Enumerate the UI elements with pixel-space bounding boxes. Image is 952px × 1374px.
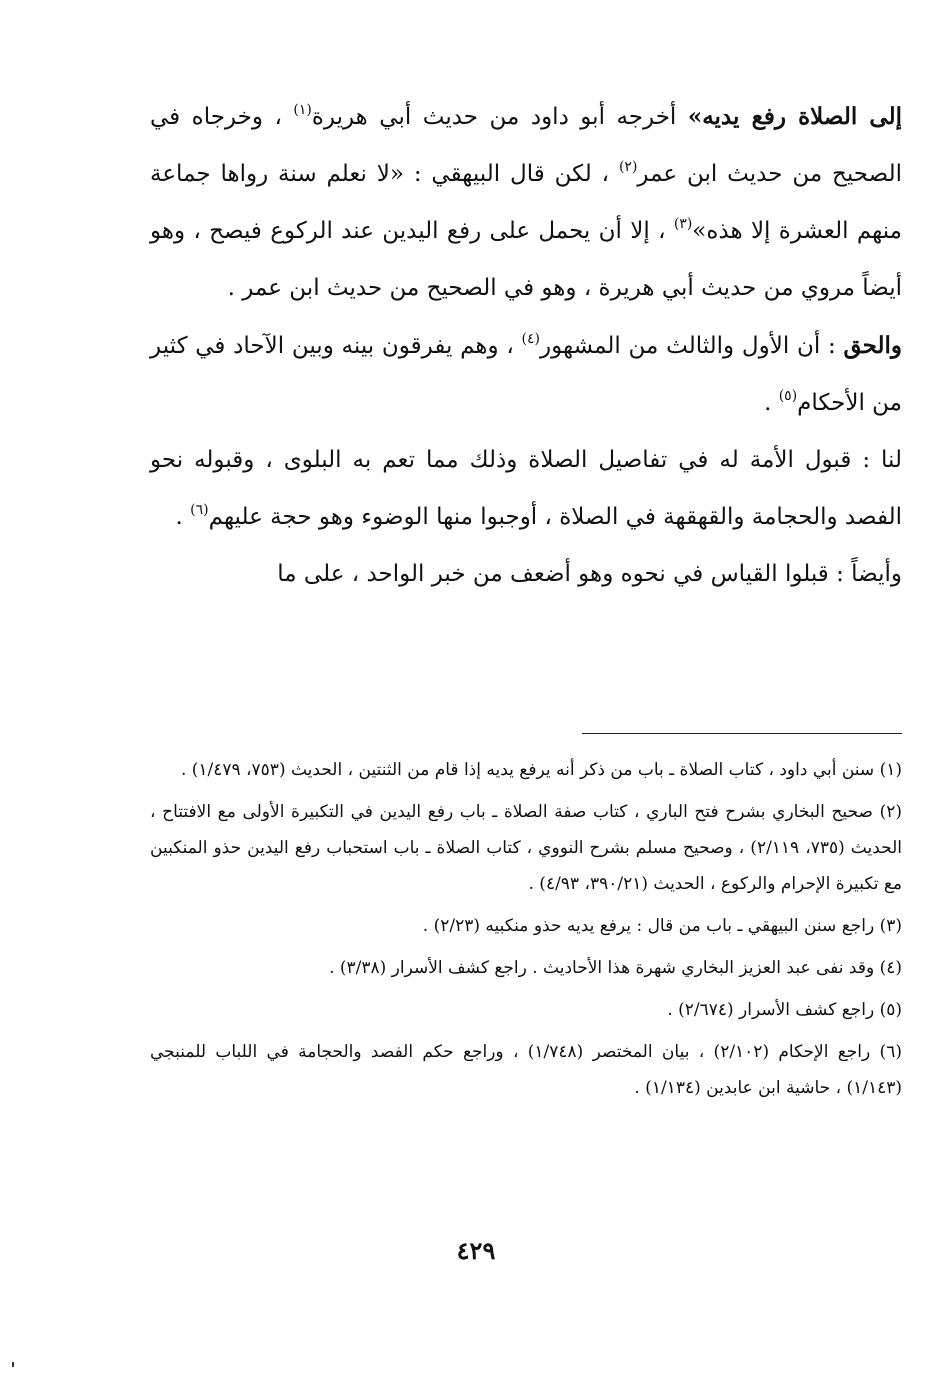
footnote-ref[interactable]: (٢) — [618, 159, 638, 175]
paragraph-4 — [150, 546, 902, 603]
paragraph-text: ، وهم يفرقون بينه وبين الآحاد في كثير من الأحكام — [150, 333, 902, 416]
paragraph-text: ، وخرجاه في الصحيح من حديث ابن عمر — [150, 104, 902, 187]
page-number: ٤٢٩ — [456, 1236, 496, 1265]
paragraph-lead: إلى الصلاة رفع يديه» — [687, 103, 902, 130]
paragraph-3 — [150, 432, 902, 546]
footnote-ref[interactable]: (٣) — [673, 216, 693, 232]
paragraph-text: . — [175, 504, 191, 530]
footnote-separator — [582, 733, 902, 734]
footnote-6: (٦) راجع الإحكام (٢/١٠٢) ، بيان المختصر (١/٧٤٨) ، وراجع حكم الفصد والحجامة في اللباب للمنبجي (١/١٤٣) ، حاشية ابن عابدين (١/١٣٤) . — [150, 1042, 902, 1098]
footnote-4: (٤) وقد نفى عبد العزيز البخاري شهرة هذا الأحاديث . راجع كشف الأسرار (٣/٣٨) . — [329, 958, 902, 978]
scan-mark — [12, 1362, 14, 1367]
paragraph-text: ، لكن قال البيهقي : «لا نعلم سنة رواها جماعة منهم العشرة إلا هذه» — [150, 161, 903, 244]
paragraph-text: ، إلا أن يحمل على رفع اليدين عند الركوع فيصح ، وهو أيضاً مروي من حديث أبي هريرة ، وهو في الصحيح من حديث ابن عمر . — [150, 218, 902, 301]
footnotes — [150, 752, 902, 1112]
footnote-ref[interactable]: (١) — [293, 102, 312, 118]
paragraph-lead: والحق — [843, 332, 902, 359]
paragraph-2 — [150, 317, 902, 432]
footnote-2: (٢) صحيح البخاري بشرح فتح الباري ، كتاب صفة الصلاة ـ باب رفع اليدين في التكبيرة الأولى مع الافتتاح ، الحديث (٧٣٥، ٢/١١٩) ، وصحيح مسلم بشرح النووي ، كتاب الصلاة ـ باب استحباب رفع اليدين حذو المنكبين مع تكبيرة الإحرام والركوع ، الحديث (٣٩٠/٢١، ٤/٩٣) . — [150, 802, 903, 894]
footnote-ref[interactable]: (٦) — [190, 502, 209, 518]
paragraph-1 — [150, 88, 902, 317]
paragraph-text: . — [764, 390, 779, 416]
footnote-3: (٣) راجع سنن البيهقي ـ باب من قال : يرفع يديه حذو منكبيه (٢/٢٣) . — [422, 916, 902, 936]
paragraph-text: : أن الأول والثالث من المشهور — [540, 333, 844, 359]
footnote-ref[interactable]: (٤) — [521, 331, 541, 347]
paragraph-text: أخرجه أبو داود من حديث أبي هريرة — [311, 104, 688, 130]
paragraph-text: وأيضاً : قبلوا القياس في نحوه وهو أضعف من خبر الواحد ، على ما — [277, 561, 902, 587]
footnote-ref[interactable]: (٥) — [778, 388, 798, 404]
footnote-5: (٥) راجع كشف الأسرار (٢/٦٧٤) . — [667, 1000, 902, 1020]
footnote-1: (١) سنن أبي داود ، كتاب الصلاة ـ باب من ذكر أنه يرفع يديه إذا قام من الثنتين ، الحديث (٧٥٣، ١/٤٧٩) . — [180, 760, 902, 780]
paragraph-text: لنا : قبول الأمة له في تفاصيل الصلاة وذلك مما تعم به البلوى ، وقبوله نحو الفصد والحجامة والقهقهة في الصلاة ، أوجبوا منها الوضوء وهو حجة عليهم — [150, 447, 902, 530]
main-text — [150, 88, 902, 603]
